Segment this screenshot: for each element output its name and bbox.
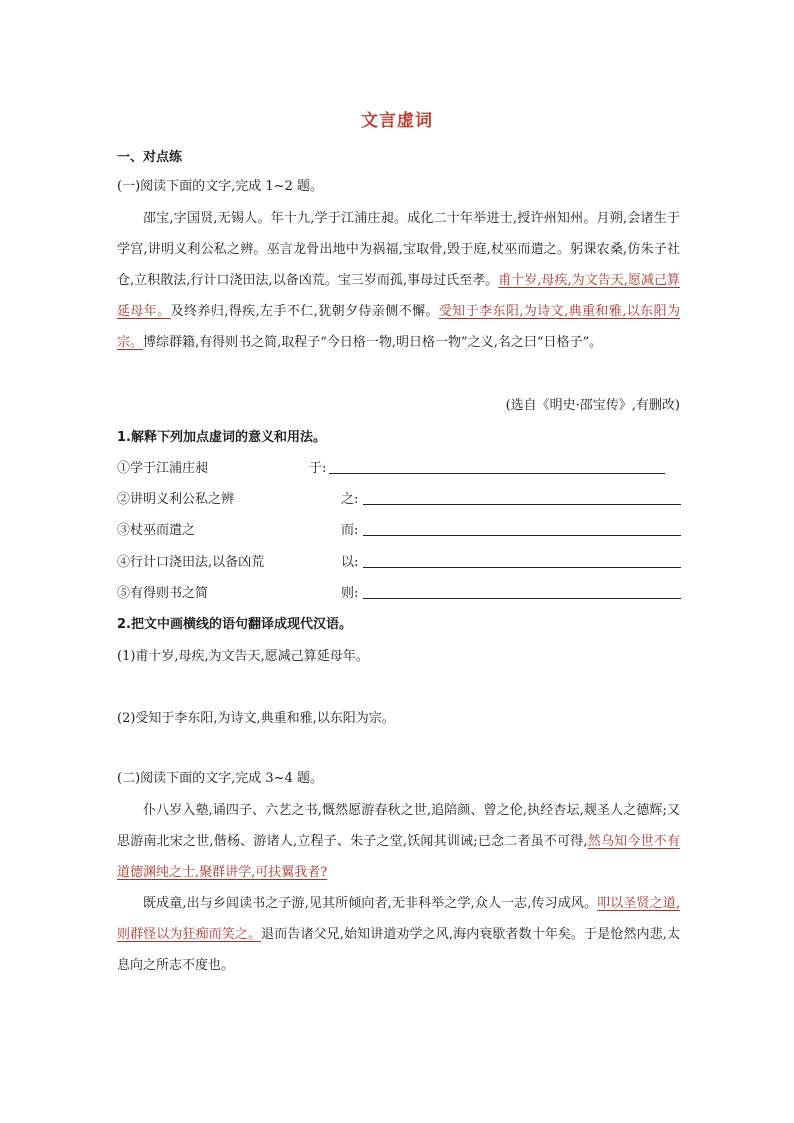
section-heading: 一、对点练 <box>117 150 183 165</box>
passage1-source: (选自《明史·邵宝传》,有删改) <box>505 398 680 413</box>
item-label: ③杖巫而遣之 <box>117 523 196 538</box>
answer-blank-5[interactable] <box>363 598 681 599</box>
passage1-body <box>117 203 680 358</box>
item-label: ①学于江浦庄昶 <box>117 461 209 476</box>
question1-item <box>117 519 682 539</box>
passage1-intro: (一)阅读下面的文字,完成 1~2 题。 <box>117 179 323 194</box>
question2-stem: 2.把文中画横线的语句翻译成现代汉语。 <box>117 617 352 632</box>
passage2-intro: (二)阅读下面的文字,完成 3~4 题。 <box>117 771 323 786</box>
passage2-p1-underline: 然乌知今世不有道德渊纯之士,聚群讲学,可扶翼我者? <box>117 834 680 880</box>
question1-stem: 1.解释下列加点虚词的意义和用法。 <box>117 430 326 445</box>
passage2-p2-underline: 叩以圣贤之道,则群怪以为狂痴而笑之。 <box>117 896 680 942</box>
passage1-text-a: 邵宝,字国贤,无锡人。年十九,学于江浦庄昶。成化二十年举进士,授许州知州。月朔,会诸生于学宫,讲明义利公私之辨。巫言龙骨出地中为祸福,宝取骨,毁于庭,杖巫而遣之。躬课农桑,仿朱子社仓,立积散法,行计口浇田法,以备凶荒。宝三岁而孤,事母过氏至孝。 <box>117 211 680 288</box>
answer-blank-3[interactable] <box>363 535 681 536</box>
passage2-para1 <box>117 795 680 888</box>
item-word: 则: <box>341 586 359 601</box>
question2-sub2: (2)受知于李东阳,为诗文,典重和雅,以东阳为宗。 <box>117 711 395 726</box>
passage2-p2-text-a: 既成童,出与乡闾读书之子游,见其所倾向者,无非科举之学,众人一志,传习成风。 <box>143 896 598 911</box>
question1-item <box>117 457 682 477</box>
item-word: 于: <box>309 461 327 476</box>
passage2-p1-text: 仆八岁入塾,诵四子、六艺之书,慨然愿游春秋之世,追陪颜、曾之伦,执经杏坛,觌圣人之德辉;又思游南北宋之世,偕杨、游诸人,立程子、朱子之堂,饫闻其训诫;已念二者虽不可得, <box>117 803 680 849</box>
question1-item <box>117 582 682 602</box>
item-word: 之: <box>341 492 359 507</box>
passage2-para2 <box>117 888 680 981</box>
page-title: 文言虚词 <box>361 111 433 131</box>
question1-item <box>117 551 682 571</box>
question2-sub1: (1)甫十岁,母疾,为文告天,愿减己算延母年。 <box>117 649 369 664</box>
passage1-underline-1: 甫十岁,母疾,为文告天,愿减己算延母年。 <box>117 273 681 319</box>
item-label: ②讲明义利公私之辨 <box>117 492 235 507</box>
item-word: 而: <box>341 523 359 538</box>
passage1-text-b: 及终养归,得疾,左手不仁,犹朝夕侍亲侧不懈。 <box>170 304 439 319</box>
passage1-underline-2: 受知于李东阳,为诗文,典重和雅,以东阳为宗。 <box>117 304 680 350</box>
item-word: 以: <box>341 555 359 570</box>
item-label: ⑤有得则书之简 <box>117 586 209 601</box>
item-label: ④行计口浇田法,以备凶荒 <box>117 555 265 570</box>
answer-blank-1[interactable] <box>329 473 665 474</box>
answer-blank-4[interactable] <box>363 567 681 568</box>
passage2-p2-text-b: 退而告诸父兄,始知讲道劝学之风,海内衰歇者数十年矣。于是怆然内悲,太息向之所志不度也。 <box>117 927 680 973</box>
passage1-text-c: 博综群籍,有得则书之简,取程子“今日格一物,明日格一物”之义,名之曰“日格子”。 <box>143 335 603 350</box>
answer-blank-2[interactable] <box>363 504 681 505</box>
question1-item <box>117 488 682 508</box>
